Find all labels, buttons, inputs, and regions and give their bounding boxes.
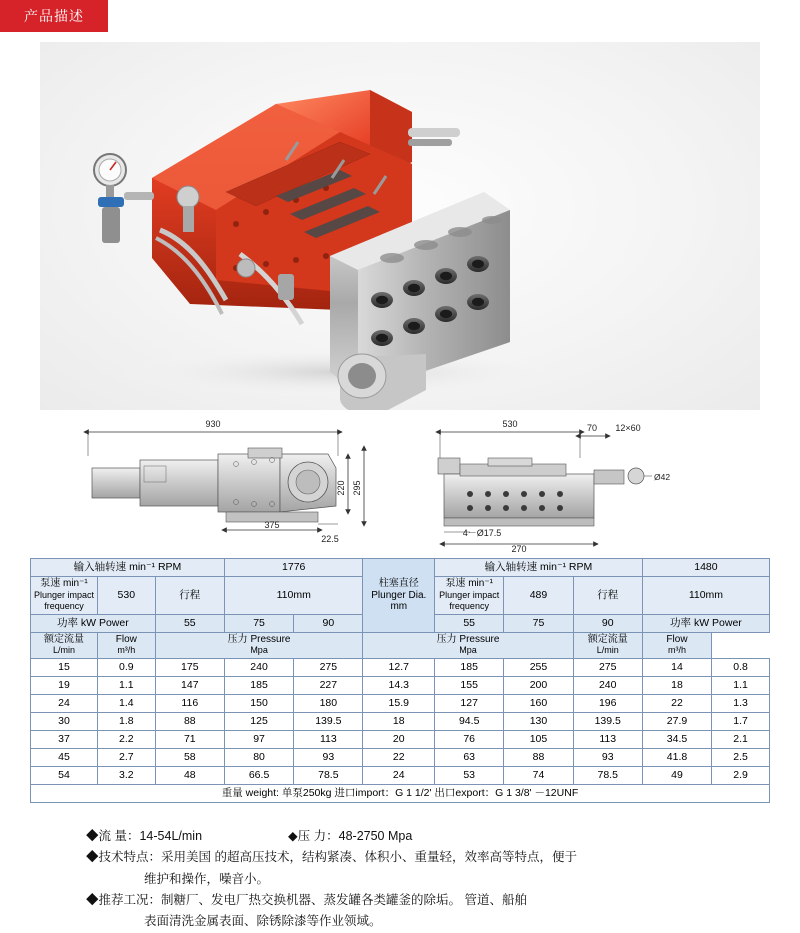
cell-p75-left: 240 bbox=[224, 658, 293, 676]
power-right-55: 55 bbox=[435, 614, 504, 632]
cell-flow-l: 30 bbox=[31, 712, 98, 730]
cell-plunger-dia: 12.7 bbox=[363, 658, 435, 676]
cell-p55-right: 127 bbox=[435, 694, 504, 712]
power-left-90: 90 bbox=[294, 614, 363, 632]
cell-p55-right: 76 bbox=[435, 730, 504, 748]
cell-flow-m3: 3.2 bbox=[97, 766, 155, 784]
svg-text:22.5: 22.5 bbox=[321, 534, 339, 544]
weight-and-ports: 重量 weight: 单泵250kg 进口import：G 1 1/2' 出口export：G 1 3/8' －12UNF bbox=[31, 784, 770, 802]
pressure-unit-right: Mpa bbox=[459, 645, 477, 655]
stroke-value-left: 110mm bbox=[224, 577, 363, 615]
bullet-flow-label: ◆流 量： bbox=[86, 829, 140, 843]
power-label-left: 功率 kW Power bbox=[31, 614, 156, 632]
svg-text:220: 220 bbox=[336, 480, 346, 496]
cell-flow-l-right: 41.8 bbox=[642, 748, 711, 766]
bullet-flow-value: 14-54L/min bbox=[139, 829, 203, 843]
table-row bbox=[31, 730, 770, 748]
svg-text:Ø42: Ø42 bbox=[654, 472, 671, 482]
cell-p75-right: 88 bbox=[504, 748, 573, 766]
cell-flow-m3: 1.4 bbox=[97, 694, 155, 712]
flow-label-right bbox=[573, 632, 642, 658]
flow-unit-left-l: L/min bbox=[52, 645, 75, 655]
table-row bbox=[31, 694, 770, 712]
cell-p90-right: 275 bbox=[573, 658, 642, 676]
cell-p75-left: 185 bbox=[224, 676, 293, 694]
cell-flow-l: 54 bbox=[31, 766, 98, 784]
cell-p55-left: 147 bbox=[155, 676, 224, 694]
table-row-input-speed bbox=[31, 559, 770, 577]
cell-p55-right: 155 bbox=[435, 676, 504, 694]
cell-flow-m3-right: 1.1 bbox=[712, 676, 770, 694]
plunger-dia-unit: mm bbox=[390, 601, 408, 612]
bullet-usage-value-2: 表面清洗金属表面、除锈除漆等作业领域。 bbox=[144, 914, 382, 928]
pressure-label-right-cn: 压力 Pressure bbox=[436, 633, 500, 645]
cell-flow-l-right: 49 bbox=[642, 766, 711, 784]
svg-text:12×60: 12×60 bbox=[615, 423, 641, 433]
frequency-value-left: 530 bbox=[97, 577, 155, 615]
cell-flow-m3-right: 0.8 bbox=[712, 658, 770, 676]
cell-p75-left: 150 bbox=[224, 694, 293, 712]
flow-label-left-en-text: Flow bbox=[115, 633, 137, 645]
cell-flow-l: 37 bbox=[31, 730, 98, 748]
frequency-label-left-cn: 泵速 min⁻¹ bbox=[40, 578, 88, 589]
input-speed-value-left: 1776 bbox=[224, 559, 363, 577]
table-row bbox=[31, 676, 770, 694]
frequency-value-right: 489 bbox=[504, 577, 573, 615]
cell-plunger-dia: 20 bbox=[363, 730, 435, 748]
section-tab-label: 产品描述 bbox=[24, 8, 84, 24]
product-photo bbox=[40, 42, 760, 410]
cell-p90-right: 113 bbox=[573, 730, 642, 748]
input-speed-label-right: 输入轴转速 min⁻¹ RPM bbox=[435, 559, 643, 577]
bullet-usage-label: ◆推荐工况： bbox=[86, 892, 162, 907]
cell-flow-l: 45 bbox=[31, 748, 98, 766]
bullet-pressure-value: 48-2750 Mpa bbox=[338, 829, 413, 843]
bullet-technical-line2 bbox=[86, 869, 726, 890]
pressure-unit-left: Mpa bbox=[250, 645, 268, 655]
specification-table bbox=[30, 558, 770, 803]
cell-p55-right: 53 bbox=[435, 766, 504, 784]
cell-flow-m3: 1.8 bbox=[97, 712, 155, 730]
cell-flow-m3-right: 1.3 bbox=[712, 694, 770, 712]
cell-flow-m3-right: 2.5 bbox=[712, 748, 770, 766]
svg-text:270: 270 bbox=[511, 544, 527, 552]
cell-p55-left: 175 bbox=[155, 658, 224, 676]
table-row bbox=[31, 766, 770, 784]
cell-flow-m3-right: 2.9 bbox=[712, 766, 770, 784]
bullet-tech-value-1: 采用美国 的超高压技术，结构紧凑、体积小、重量轻，效率高等特点，便于 bbox=[161, 850, 577, 865]
cell-plunger-dia: 22 bbox=[363, 748, 435, 766]
cell-p90-right: 93 bbox=[573, 748, 642, 766]
cell-flow-m3: 0.9 bbox=[97, 658, 155, 676]
cell-plunger-dia: 14.3 bbox=[363, 676, 435, 694]
cell-p90-right: 240 bbox=[573, 676, 642, 694]
flow-label-right-cn: 额定流量 bbox=[587, 633, 628, 645]
bullet-tech-value-2: 维护和操作，噪音小。 bbox=[144, 871, 270, 886]
stroke-label-right: 行程 bbox=[573, 577, 642, 615]
cell-p55-left: 71 bbox=[155, 730, 224, 748]
plunger-dia-header bbox=[363, 559, 435, 633]
svg-text:530: 530 bbox=[502, 419, 518, 429]
cell-flow-l-right: 22 bbox=[642, 694, 711, 712]
bullet-flow-pressure bbox=[86, 826, 726, 847]
frequency-label-right bbox=[435, 577, 504, 615]
cell-flow-l: 19 bbox=[31, 676, 98, 694]
cell-flow-l-right: 27.9 bbox=[642, 712, 711, 730]
flow-label-left-en bbox=[97, 632, 155, 658]
cell-p75-left: 80 bbox=[224, 748, 293, 766]
cell-p75-right: 255 bbox=[504, 658, 573, 676]
cell-p55-left: 48 bbox=[155, 766, 224, 784]
cell-p75-left: 125 bbox=[224, 712, 293, 730]
cell-p90-left: 139.5 bbox=[294, 712, 363, 730]
cell-p55-left: 88 bbox=[155, 712, 224, 730]
plunger-dia-label-cn: 柱塞直径 bbox=[378, 578, 419, 589]
stroke-value-right: 110mm bbox=[642, 577, 769, 615]
table-row bbox=[31, 748, 770, 766]
cell-p55-right: 94.5 bbox=[435, 712, 504, 730]
power-right-75: 75 bbox=[504, 614, 573, 632]
cell-p75-left: 66.5 bbox=[224, 766, 293, 784]
flow-label-right-en bbox=[642, 632, 711, 658]
flow-label-left-cn: 额定流量 bbox=[43, 633, 84, 645]
cell-flow-m3: 2.7 bbox=[97, 748, 155, 766]
input-speed-value-right: 1480 bbox=[642, 559, 769, 577]
cell-p90-left: 78.5 bbox=[294, 766, 363, 784]
cell-plunger-dia: 15.9 bbox=[363, 694, 435, 712]
cell-p90-right: 196 bbox=[573, 694, 642, 712]
spec-table bbox=[30, 558, 770, 803]
cell-p75-right: 160 bbox=[504, 694, 573, 712]
power-right-90: 90 bbox=[573, 614, 642, 632]
svg-text:295: 295 bbox=[352, 480, 362, 496]
bullet-pressure-label: ◆压 力： bbox=[288, 829, 339, 843]
cell-flow-m3: 1.1 bbox=[97, 676, 155, 694]
cell-p75-right: 74 bbox=[504, 766, 573, 784]
product-bullet-specs bbox=[86, 826, 726, 932]
cell-plunger-dia: 18 bbox=[363, 712, 435, 730]
stroke-label-left: 行程 bbox=[155, 577, 224, 615]
cell-p90-left: 227 bbox=[294, 676, 363, 694]
pressure-label-left-cn: 压力 Pressure bbox=[227, 633, 291, 645]
svg-text:70: 70 bbox=[586, 423, 598, 433]
flow-label-right-en-text: Flow bbox=[666, 633, 688, 645]
cell-flow-l-right: 14 bbox=[642, 658, 711, 676]
cell-p90-left: 113 bbox=[294, 730, 363, 748]
cell-p90-left: 93 bbox=[294, 748, 363, 766]
cell-flow-l-right: 18 bbox=[642, 676, 711, 694]
frequency-label-right-en: Plunger impact frequency bbox=[439, 589, 500, 611]
table-row bbox=[31, 712, 770, 730]
cell-p75-right: 130 bbox=[504, 712, 573, 730]
table-row-flow-pressure-header bbox=[31, 632, 770, 658]
pump-illustration bbox=[40, 42, 760, 410]
flow-unit-right-m3: m³/h bbox=[667, 645, 686, 655]
cell-p75-right: 105 bbox=[504, 730, 573, 748]
cell-p90-left: 180 bbox=[294, 694, 363, 712]
cell-p75-left: 97 bbox=[224, 730, 293, 748]
frequency-label-right-cn: 泵速 min⁻¹ bbox=[445, 578, 493, 589]
power-label-right: 功率 kW Power bbox=[642, 614, 769, 632]
drawings-svg bbox=[40, 412, 760, 552]
frequency-label-left bbox=[31, 577, 98, 615]
cell-flow-m3-right: 1.7 bbox=[712, 712, 770, 730]
cell-plunger-dia: 24 bbox=[363, 766, 435, 784]
cell-flow-m3: 2.2 bbox=[97, 730, 155, 748]
cell-p90-left: 275 bbox=[294, 658, 363, 676]
bullet-usage-value-1: 制糖厂、发电厂热交换机器、蒸发罐各类罐釜的除垢。 管道、船舶 bbox=[161, 892, 527, 907]
cell-p90-right: 139.5 bbox=[573, 712, 642, 730]
svg-text:4－Ø17.5: 4－Ø17.5 bbox=[462, 528, 502, 538]
cell-p55-right: 185 bbox=[435, 658, 504, 676]
table-row bbox=[31, 658, 770, 676]
bullet-usage-line1 bbox=[86, 890, 726, 911]
cell-p55-right: 63 bbox=[435, 748, 504, 766]
flow-unit-left-m3: m³/h bbox=[117, 645, 136, 655]
cell-flow-m3-right: 2.1 bbox=[712, 730, 770, 748]
input-speed-label-left: 输入轴转速 min⁻¹ RPM bbox=[31, 559, 225, 577]
plunger-dia-label-en: Plunger Dia. bbox=[371, 589, 427, 601]
section-tab-product-description bbox=[0, 0, 108, 32]
power-left-55: 55 bbox=[155, 614, 224, 632]
cell-p55-left: 116 bbox=[155, 694, 224, 712]
table-row-weight bbox=[31, 784, 770, 802]
pressure-label-left bbox=[155, 632, 363, 658]
pressure-label-right bbox=[363, 632, 573, 658]
cell-flow-l: 24 bbox=[31, 694, 98, 712]
bullet-tech-label: ◆技术特点： bbox=[86, 850, 162, 865]
bullet-technical-line1 bbox=[86, 847, 726, 868]
svg-text:375: 375 bbox=[264, 520, 280, 530]
cell-flow-l-right: 34.5 bbox=[642, 730, 711, 748]
svg-text:930: 930 bbox=[205, 419, 221, 429]
cell-p90-right: 78.5 bbox=[573, 766, 642, 784]
dimension-drawings bbox=[40, 412, 760, 552]
cell-p55-left: 58 bbox=[155, 748, 224, 766]
flow-label-left bbox=[31, 632, 98, 658]
frequency-label-left-en: Plunger impact frequency bbox=[33, 589, 94, 611]
flow-unit-right-l: L/min bbox=[596, 645, 619, 655]
power-left-75: 75 bbox=[224, 614, 293, 632]
cell-p75-right: 200 bbox=[504, 676, 573, 694]
bullet-usage-line2 bbox=[86, 911, 726, 932]
cell-flow-l: 15 bbox=[31, 658, 98, 676]
